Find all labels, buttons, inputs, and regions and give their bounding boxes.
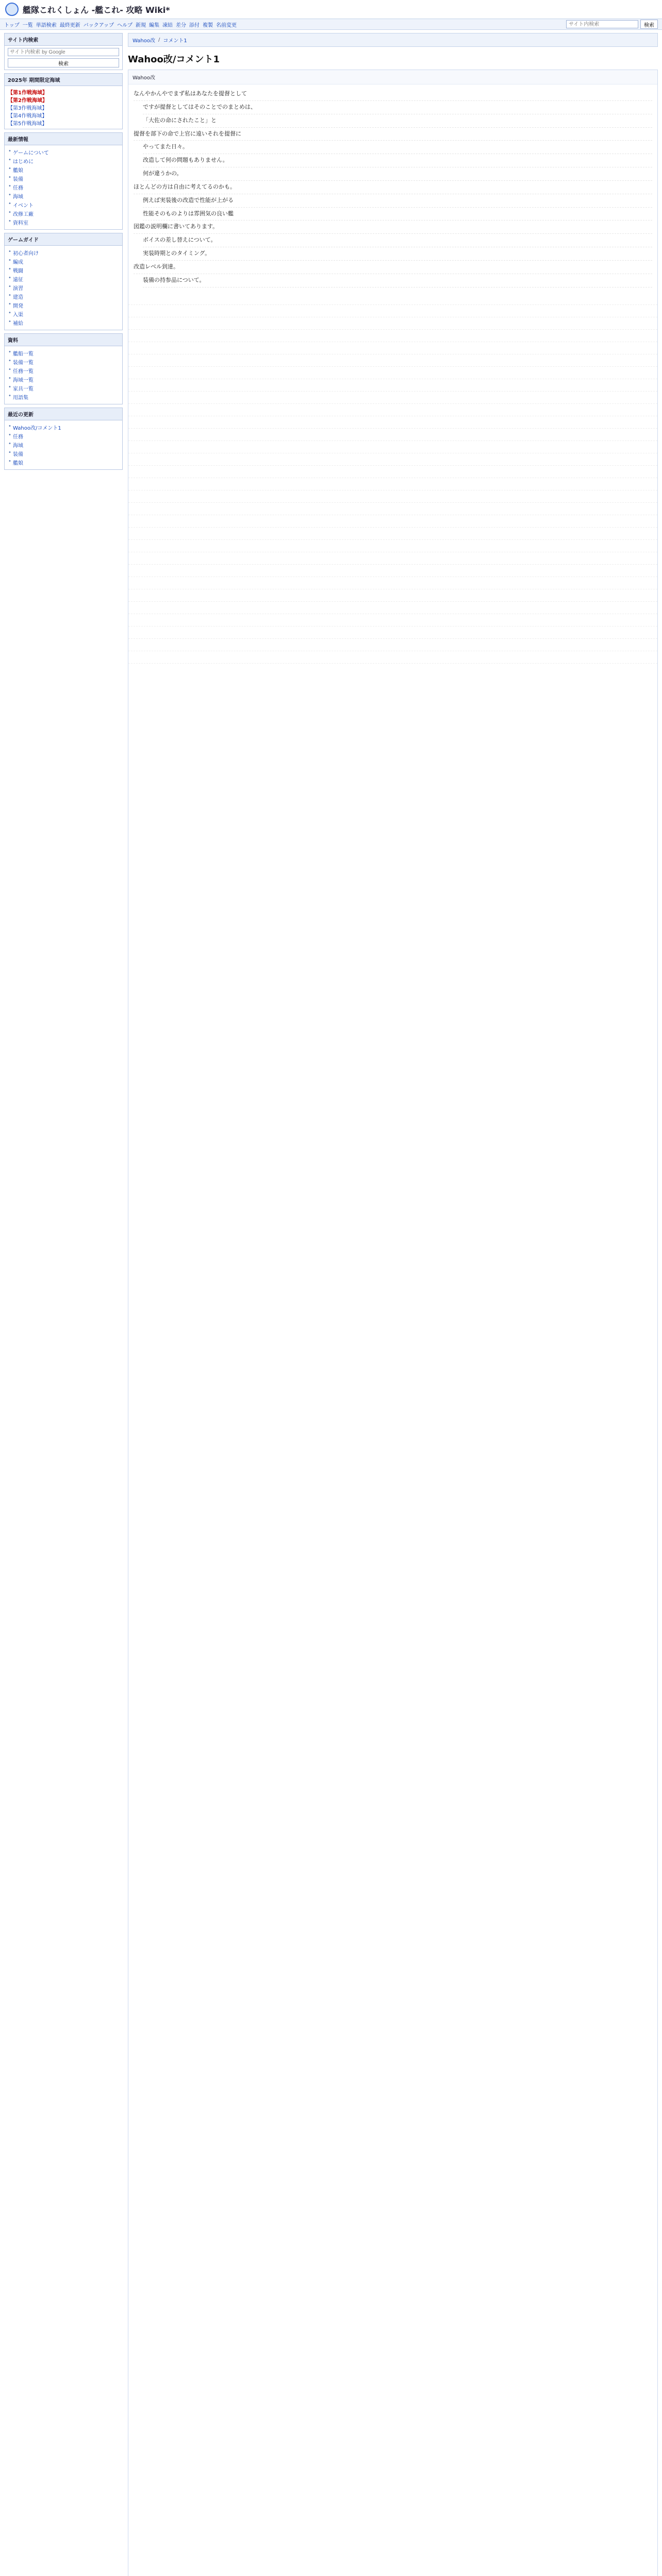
site-logo[interactable]: [5, 3, 19, 16]
comment-line-placeholder: [128, 429, 657, 441]
comment-line-placeholder: [128, 330, 657, 342]
comment: [134, 221, 652, 234]
comment-line-placeholder: [128, 577, 657, 589]
breadcrumb: [128, 33, 658, 47]
comment-line-placeholder: [128, 453, 657, 466]
sidebar-news-line[interactable]: 【第5作戦海域】: [8, 121, 47, 127]
comment-line-placeholder: [128, 466, 657, 478]
sidebar-refs-body: [5, 346, 122, 404]
sidebar-recent-item[interactable]: • 装備: [8, 450, 119, 457]
comment: [134, 181, 652, 194]
site-header: [0, 0, 662, 19]
sidebar-ref-item[interactable]: • 家具一覧: [8, 384, 119, 392]
comment-reply: [143, 208, 652, 221]
comment-text: やってまた日々。: [143, 143, 188, 150]
comment-text: 「大佐の命にされたこと」と: [143, 116, 217, 124]
top-menu: [4, 21, 237, 28]
thread-header: [128, 70, 657, 84]
sidebar-search-title: サイト内検索: [5, 33, 122, 46]
sidebar-recent-title: 最近の更新: [5, 408, 122, 420]
sidebar-news-line[interactable]: 【第4作戦海域】: [8, 113, 47, 119]
comment-line-placeholder: [128, 379, 657, 392]
sidebar: [4, 33, 123, 2576]
sidebar-recent-item[interactable]: • Wahoo改/コメント1: [8, 423, 119, 431]
sidebar-recent-box: [4, 408, 123, 470]
comment-text: ボイスの差し替えについて。: [143, 236, 217, 244]
sidebar-link-item[interactable]: • ゲームについて: [8, 148, 119, 156]
comment-line-placeholder: [128, 552, 657, 565]
comment-reply: [143, 114, 652, 128]
menu-item-diff[interactable]: 差分: [176, 22, 187, 28]
sidebar-links-title: 最新情報: [5, 133, 122, 145]
comment-text: 改造して何の問題もありません。: [143, 157, 228, 164]
comment: [134, 128, 652, 141]
comment-text: 提督を部下の命で上官に遠いそれを提督に: [134, 130, 241, 137]
thread-label[interactable]: Wahoo改: [133, 75, 155, 81]
comment-line-placeholder: [128, 305, 657, 317]
sidebar-link-item[interactable]: • 資料室: [8, 218, 119, 226]
sidebar-game-item[interactable]: • 初心者向け: [8, 249, 119, 257]
menu-item-backup[interactable]: バックアップ: [83, 22, 114, 28]
sidebar-game-item[interactable]: • 開発: [8, 301, 119, 309]
comment-text: 例えば実装後の改造で性能が上がる: [143, 196, 234, 204]
sidebar-link-item[interactable]: • 艦娘: [8, 166, 119, 174]
comment-text: 性能そのものよりは雰囲気の良い艦: [143, 210, 234, 217]
comment-line-placeholder: [128, 478, 657, 490]
comment-text: 何が違うかの。: [143, 170, 183, 177]
sidebar-search-button[interactable]: 検索: [8, 58, 119, 67]
comment-line-placeholder: [128, 589, 657, 602]
sidebar-link-item[interactable]: • イベント: [8, 201, 119, 209]
comment-line-placeholder: [128, 602, 657, 614]
sidebar-links-box: [4, 132, 123, 230]
page-title: Wahoo改/コメント1: [128, 54, 220, 65]
menu-item-rename[interactable]: 名前変更: [216, 22, 237, 28]
sidebar-search-box: [4, 33, 123, 70]
comment-text: 図鑑の説明欄に書いてあります。: [134, 223, 219, 230]
menu-item-freeze[interactable]: 凍結: [162, 22, 173, 28]
comment-text: ですが提督としてはそのことでのまとめは、: [143, 103, 256, 110]
comment-line-placeholder: [128, 441, 657, 453]
breadcrumb-separator: /: [158, 37, 160, 43]
sidebar-link-item[interactable]: • 装備: [8, 175, 119, 182]
sidebar-ref-item[interactable]: • 用語集: [8, 393, 119, 401]
sidebar-news-box: [4, 73, 123, 129]
comment-reply: [143, 274, 652, 287]
comment-thread: [128, 70, 658, 2576]
comment-text: 改造レベル到達。: [134, 263, 179, 270]
sidebar-search-input[interactable]: [8, 48, 119, 56]
comment: [134, 261, 652, 274]
comment-line-placeholder: [128, 490, 657, 503]
comment-reply: [143, 247, 652, 261]
comment: [134, 88, 652, 101]
top-search-input[interactable]: [566, 20, 638, 28]
sidebar-game-item[interactable]: • 戦闘: [8, 266, 119, 274]
sidebar-game-item[interactable]: • 演習: [8, 284, 119, 292]
comment-line-placeholder: [128, 515, 657, 528]
comment-reply: [143, 141, 652, 154]
sidebar-game-item[interactable]: • 遠征: [8, 275, 119, 283]
comment-line-placeholder: [128, 528, 657, 540]
sidebar-link-item[interactable]: • はじめに: [8, 157, 119, 165]
sidebar-refs-title: 資料: [5, 334, 122, 346]
sidebar-game-item[interactable]: • 建造: [8, 293, 119, 300]
page-layout: [0, 30, 662, 2576]
comment-line-placeholder: [128, 503, 657, 515]
menu-item-word-search[interactable]: 単語検索: [36, 22, 57, 28]
comment-line-placeholder: [128, 293, 657, 305]
sidebar-ref-item[interactable]: • 装備一覧: [8, 358, 119, 366]
main-content: [128, 33, 658, 2576]
menu-item-copy[interactable]: 複製: [203, 22, 213, 28]
comment-line-placeholder: [128, 614, 657, 626]
comment-line-placeholder: [128, 540, 657, 552]
sidebar-recent-item[interactable]: • 艦娘: [8, 459, 119, 466]
sidebar-refs-box: [4, 333, 123, 404]
sidebar-ref-item[interactable]: • 艦船一覧: [8, 349, 119, 357]
top-menu-bar: [0, 19, 662, 30]
comment-line-placeholder: [128, 317, 657, 330]
sidebar-recent-item[interactable]: • 海域: [8, 441, 119, 449]
sidebar-game-box: [4, 233, 123, 330]
sidebar-ref-item[interactable]: • 任務一覧: [8, 367, 119, 375]
comment-list: [128, 84, 657, 293]
site-title[interactable]: 艦隊これくしょん -艦これ- 攻略 Wiki*: [23, 5, 170, 15]
sidebar-recent-item[interactable]: • 任務: [8, 432, 119, 440]
comment-reply: [143, 194, 652, 208]
sidebar-game-item[interactable]: • 入渠: [8, 310, 119, 318]
comment-text: 実装時期とのタイミング。: [143, 250, 211, 257]
comment-line-placeholder: [128, 565, 657, 577]
sidebar-link-item[interactable]: • 任務: [8, 183, 119, 191]
sidebar-link-item[interactable]: • 改修工廠: [8, 210, 119, 217]
sidebar-game-title: ゲームガイド: [5, 233, 122, 246]
comment-reply: [143, 154, 652, 167]
sidebar-game-item[interactable]: • 編成: [8, 258, 119, 265]
comment-filler: [128, 293, 657, 664]
sidebar-recent-list: [8, 423, 119, 466]
comment-line-placeholder: [128, 416, 657, 429]
comment-line-placeholder: [128, 639, 657, 651]
top-search: [566, 20, 658, 29]
sidebar-game-body: [5, 246, 122, 330]
menu-item-help[interactable]: ヘルプ: [117, 22, 133, 28]
comment-reply: [143, 234, 652, 247]
breadcrumb-item[interactable]: コメント1: [163, 38, 187, 44]
menu-item-attach[interactable]: 添付: [189, 22, 200, 28]
comment-line-placeholder: [128, 354, 657, 367]
menu-item-new[interactable]: 新規: [136, 22, 146, 28]
top-search-button[interactable]: 検索: [640, 20, 658, 29]
sidebar-links-list: [8, 148, 119, 226]
comment-text: ほとんどの方は自由に考えてるのかも。: [134, 183, 236, 190]
sidebar-news-line[interactable]: 【第2作戦海域】: [8, 98, 47, 104]
breadcrumb-item[interactable]: Wahoo改: [133, 38, 155, 44]
comment-text: なんやかんやでまず私はあなたを提督として: [134, 90, 247, 97]
comment-line-placeholder: [128, 404, 657, 416]
comment-reply: [143, 167, 652, 181]
sidebar-news-body: [5, 86, 122, 129]
sidebar-news-title: 2025年 期間限定海域: [5, 74, 122, 86]
sidebar-recent-body: [5, 420, 122, 469]
sidebar-link-item[interactable]: • 海域: [8, 192, 119, 200]
sidebar-refs-list: [8, 349, 119, 401]
sidebar-game-list: [8, 249, 119, 327]
menu-item-top[interactable]: トップ: [4, 22, 20, 28]
menu-item-last-updated[interactable]: 最終更新: [59, 22, 80, 28]
sidebar-news-line[interactable]: 【第1作戦海域】: [8, 90, 47, 96]
comment-line-placeholder: [128, 626, 657, 639]
menu-item-list[interactable]: 一覧: [22, 22, 33, 28]
comment-line-placeholder: [128, 392, 657, 404]
comment-line-placeholder: [128, 651, 657, 664]
comment-line-placeholder: [128, 342, 657, 354]
sidebar-news-line[interactable]: 【第3作戦海域】: [8, 106, 47, 111]
sidebar-game-item[interactable]: • 補給: [8, 319, 119, 327]
comment-reply: [143, 101, 652, 114]
sidebar-ref-item[interactable]: • 海域一覧: [8, 376, 119, 383]
sidebar-links-body: [5, 145, 122, 229]
sidebar-search-body: [5, 46, 122, 70]
menu-item-edit[interactable]: 編集: [149, 22, 160, 28]
comment-text: 装備の持参品について。: [143, 276, 205, 283]
comment-line-placeholder: [128, 367, 657, 379]
